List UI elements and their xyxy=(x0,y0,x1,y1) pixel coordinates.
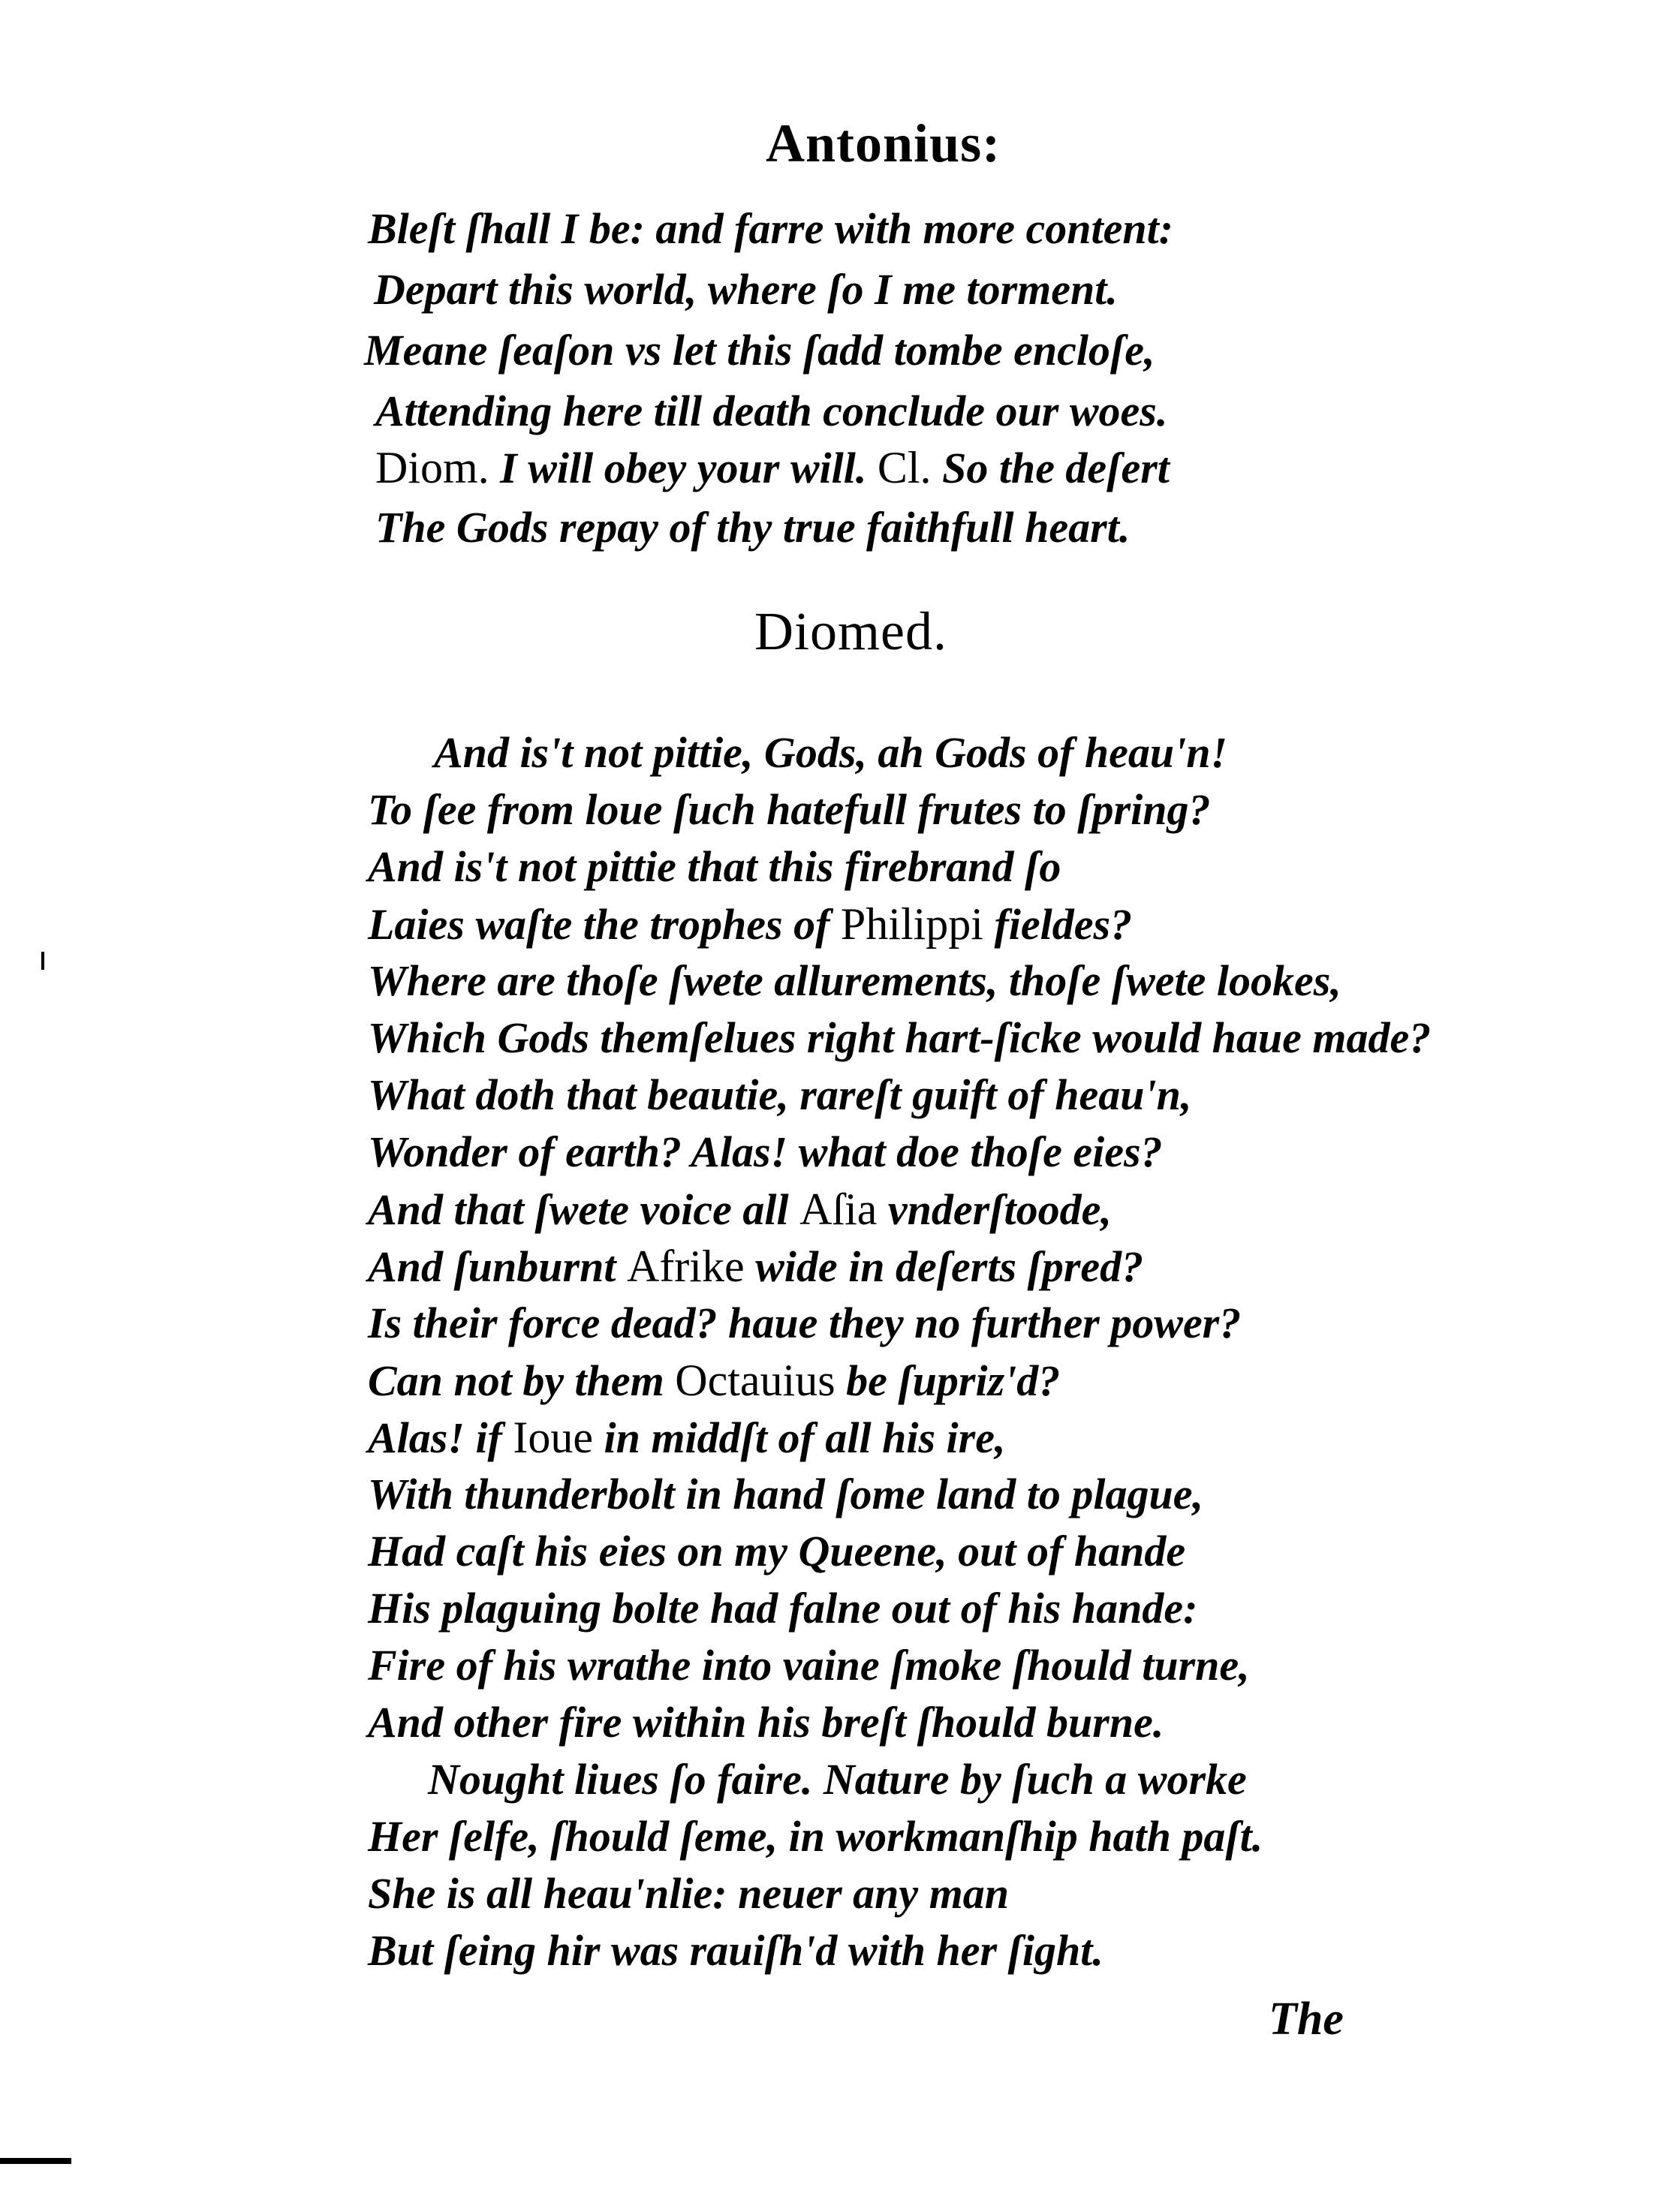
verse-text: And ſunburnt xyxy=(368,1242,616,1291)
verse-line-mixed xyxy=(368,899,1132,950)
verse-line: Her ſelfe, ſhould ſeme, in workmanſhip hath paſt. xyxy=(368,1812,1263,1861)
speaker-abbrev: Cl. xyxy=(877,443,932,492)
place-name: Afrike xyxy=(626,1241,745,1291)
verse-line-mixed xyxy=(368,1413,1005,1463)
verse-line: Where are thoſe ſwete allurements, thoſe ſwete lookes, xyxy=(368,956,1341,1005)
verse-text: be ſupriz'd? xyxy=(846,1356,1061,1405)
verse-line: And is't not pittie that this firebrand ſo xyxy=(368,842,1061,891)
verse-line: Meane ſeaſon vs let this ſadd tombe encloſe, xyxy=(364,326,1155,375)
verse-text: vnderſtoode, xyxy=(887,1185,1112,1234)
verse-line: Wonder of earth? Alas! what doe thoſe eies? xyxy=(368,1127,1163,1176)
verse-line: Nought liues ſo faire. Nature by ſuch a worke xyxy=(428,1755,1247,1804)
verse-line: Had caſt his eies on my Queene, out of hande xyxy=(368,1527,1186,1575)
verse-line: With thunderbolt in hand ſome land to plague, xyxy=(368,1470,1203,1518)
verse-line-mixed xyxy=(375,443,1170,493)
verse-line: Depart this world, where ſo I me torment. xyxy=(374,265,1118,314)
verse-line: And other fire within his breſt ſhould burne. xyxy=(368,1698,1164,1747)
verse-line: But ſeing hir was rauiſh'd with her ſight. xyxy=(368,1926,1103,1975)
person-name: Octauius xyxy=(675,1356,836,1405)
place-name: Philippi xyxy=(840,899,983,949)
speaker-abbrev: Diom. xyxy=(375,443,489,492)
verse-line: She is all heau'nlie: neuer any man xyxy=(368,1869,1010,1918)
speaker-heading-diomed: Diomed. xyxy=(754,601,947,661)
verse-text: Laies waſte the trophes of xyxy=(368,900,830,949)
verse-line: Fire of his wrathe into vaine ſmoke ſhould turne, xyxy=(368,1641,1250,1690)
verse-line: Which Gods themſelues right hart-ſicke would haue made? xyxy=(368,1013,1432,1062)
verse-line: Attending here till death conclude our woes. xyxy=(375,387,1168,435)
verse-text: wide in deſerts ſpred? xyxy=(755,1242,1144,1291)
catchword: The xyxy=(1269,1994,1344,2045)
verse-line: His plaguing bolte had falne out of his hande: xyxy=(368,1584,1198,1633)
margin-mark xyxy=(41,952,44,970)
verse-line: To ſee from loue ſuch hatefull frutes to ſpring? xyxy=(368,785,1211,834)
verse-text: Alas! if xyxy=(368,1413,502,1462)
verse-text: And that ſwete voice all xyxy=(368,1185,789,1234)
margin-rule xyxy=(0,2158,71,2164)
verse-text: Can not by them xyxy=(368,1356,664,1405)
verse-text: I will obey your will. xyxy=(500,444,867,492)
verse-line-mixed xyxy=(368,1184,1112,1235)
verse-line: And is't not pittie, Gods, ah Gods of heau'n! xyxy=(434,728,1228,777)
verse-line-mixed xyxy=(368,1241,1143,1292)
person-name: Ioue xyxy=(513,1413,593,1462)
verse-text: in middſt of all his ire, xyxy=(604,1413,1006,1462)
verse-text: fieldes? xyxy=(994,900,1133,949)
verse-line: Is their force dead? haue they no further power? xyxy=(368,1299,1242,1347)
verse-text: So the deſert xyxy=(942,444,1170,492)
verse-line: Bleſt ſhall I be: and farre with more content: xyxy=(368,204,1173,253)
verse-line: What doth that beautie, rareſt guift of heau'n, xyxy=(368,1070,1192,1119)
verse-line: The Gods repay of thy true faithfull heart. xyxy=(375,503,1131,552)
verse-line-mixed xyxy=(368,1356,1060,1406)
place-name: Aſia xyxy=(799,1184,878,1234)
speaker-heading-antonius: Antonius: xyxy=(766,113,1001,173)
